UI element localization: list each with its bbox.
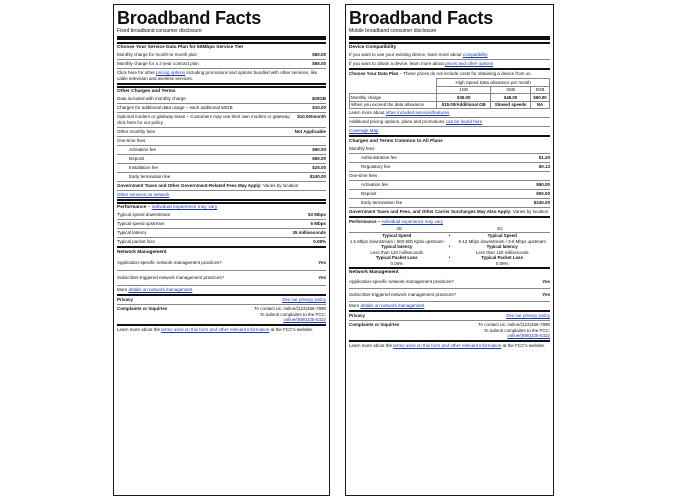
- mobile-net-header: Network Management: [349, 267, 550, 276]
- mobile-network-tabs: [349, 226, 550, 233]
- table-col-header: 5GB: [531, 86, 550, 94]
- network-management-link[interactable]: details on network management: [128, 287, 193, 292]
- fixed-onetime-row: Deposit $50.00: [117, 155, 326, 164]
- fixed-privacy-row: Privacy See our privacy policy: [117, 296, 326, 305]
- mobile-privacy-row: Privacy See our privacy policy: [349, 312, 550, 321]
- mobile-perf-header: Performance – individual experience may vary: [349, 219, 444, 224]
- fixed-perf-row: Typical packet loss 0.08%: [117, 238, 326, 248]
- fixed-plan-row: Monthly charge for month-to-month plan $60.00: [117, 51, 326, 60]
- pricing-found-here-link[interactable]: can be found here: [445, 119, 483, 124]
- mobile-monthly-row: Regulatory fee $0.13: [349, 163, 550, 172]
- mobile-subtitle: Mobile broadband consumer disclosure: [349, 28, 550, 40]
- fixed-other-row: Optional modem or gateway lease – Customers may use their own modem or gateway; click here for our policy $10.00/month: [117, 113, 326, 128]
- mobile-onetime-row: Activation fee $50.00: [349, 181, 550, 190]
- coverage-map-link[interactable]: Coverage Map: [349, 128, 379, 133]
- mobile-footer: Learn more about the terms used on this form and other relevant information at the FCC's website.: [349, 342, 546, 348]
- mobile-monthly-row: Administrative fee $1.20: [349, 154, 550, 163]
- mobile-complaints: Complaints or Inquiries To contact us: online/(123)456-7890 To submit complaints to the FCC: online/(888)225-5322: [349, 321, 550, 342]
- included-services-link[interactable]: other included services/features: [385, 110, 450, 115]
- network-management-link[interactable]: details on network management: [360, 303, 425, 308]
- fixed-other-row: Data included with monthly charge 300GB: [117, 95, 326, 104]
- fcc-terms-link[interactable]: terms used on this form and other relevant information: [161, 326, 270, 332]
- fixed-onetime-row: Early termination fee $240.00: [117, 173, 326, 182]
- tab-3g[interactable]: 3G: [396, 226, 403, 231]
- fixed-footer: Learn more about the terms used on this form and other relevant information at the FCC's website.: [117, 326, 314, 332]
- pricing-options-link[interactable]: pricing options: [156, 70, 186, 75]
- individual-experience-link[interactable]: individual experience may vary: [381, 219, 444, 224]
- fixed-perf-row: Typical speed downstream 53 Mbps: [117, 211, 326, 220]
- fixed-other-row: Other monthly fees Not Applicable: [117, 128, 326, 137]
- fixed-onetime-label: One-time fees: [117, 137, 326, 146]
- fixed-plan-header: Choose Your Service Data Plan for 50Mbps Service Tier: [117, 42, 326, 51]
- fixed-gov-link-row: [117, 191, 326, 201]
- mobile-charges-header: Charges and Terms Common to All Plans: [349, 139, 443, 144]
- bullet-icon: •: [448, 255, 451, 260]
- tab-4g[interactable]: 4G: [496, 226, 503, 231]
- fixed-gov-fees: Government Taxes and Other Government-Related Fees May Apply: Varies by location: [117, 182, 326, 191]
- fixed-onetime-row: Activation fee $50.00: [117, 146, 326, 155]
- mobile-plan-table: [349, 78, 550, 109]
- fixed-plan-row: Monthly charge for a 2 year contract plan $55.00: [117, 60, 326, 69]
- fcc-terms-link[interactable]: terms used on this form and other relevant information: [393, 342, 502, 348]
- bullet-icon: •: [448, 244, 451, 249]
- individual-experience-link[interactable]: individual experience may vary: [151, 205, 218, 210]
- mobile-net-more: More details on network management: [349, 302, 550, 312]
- mobile-gov-fees: Government Taxes and Fees, and Other Carrier Surcharges May Also Apply: Varies by location: [349, 208, 550, 218]
- fixed-broadband-label: [113, 4, 330, 496]
- mobile-broadband-label: [345, 4, 554, 496]
- fixed-net-more: More details on network management: [117, 286, 326, 296]
- bullet-icon: •: [448, 233, 451, 238]
- mobile-onetime-row: Early termination fee $240.00: [349, 199, 550, 208]
- fcc-complaints-link[interactable]: online/(888)225-5322: [283, 317, 326, 322]
- other-services-link[interactable]: Other services on network: [117, 192, 170, 197]
- privacy-policy-link[interactable]: See our privacy policy: [281, 297, 326, 302]
- mobile-monthly-label: Monthly fees: [349, 145, 550, 154]
- fixed-title: Broadband Facts: [117, 8, 262, 28]
- fixed-perf-header: Performance – individual experience may vary: [117, 202, 326, 211]
- fixed-perf-row: Typical speed upstream 6 Mbps: [117, 220, 326, 229]
- mobile-compat-line: If you want to obtain a device, learn more about prices and other options: [349, 60, 550, 70]
- fixed-perf-row: Typical latency 35 milliseconds: [117, 229, 326, 238]
- mobile-speed-grid: Typical Speed 1.5 Mbps downstream / 600-800 Kpbs upstream Typical latency Less than 120 milliseconds Typical Packet Loss 0.08% • • • Typical Speed 6-12 Mbps downstream / 3-6 Mbps upstream Typical latency Less than 120 milliseconds Typical Packet Loss 0.08%: [349, 233, 546, 266]
- compatibility-link[interactable]: compatibility: [462, 52, 488, 57]
- fixed-other-row: Charges for additional data usage – each additional 50GB $10.00: [117, 104, 326, 113]
- table-row: Monthly charge $35.00 $45.00 $60.00: [350, 94, 550, 102]
- fixed-net-row: Application-specific network management practices? Yes: [117, 256, 326, 271]
- mobile-net-row: Subscriber-triggered network management practices? Yes: [349, 289, 550, 302]
- fixed-other-header: Other Charges and Terms: [117, 86, 326, 95]
- fixed-onetime-row: Installation fee $25.00: [117, 164, 326, 173]
- fixed-plan-note: Click here for other pricing options including promotions and options bundled with other services, like cable television and wireless services.: [117, 69, 326, 85]
- fixed-complaints: Complaints or Inquiries To contact us: online/(123)456-7890 To submit complaints to the FCC: online/(888)225-5322: [117, 305, 326, 326]
- mobile-onetime-label: One-time fees: [349, 172, 550, 181]
- mobile-net-row: Application-specific network management practices? Yes: [349, 276, 550, 289]
- fixed-subtitle: Fixed broadband consumer disclosure: [117, 28, 326, 40]
- mobile-plan-header: Choose Your Data Plan – These prices do not include costs for obtaining a device from us.: [349, 71, 532, 76]
- mobile-compat-line: If you want to use your existing device, learn more about compatibility: [349, 51, 550, 60]
- table-col-header: 1GB: [437, 86, 491, 94]
- mobile-pricing-line: Additional pricing options, plans and promotions can be found here: [349, 118, 550, 127]
- table-caption: High Speed Data allowance per month: [437, 79, 550, 87]
- fixed-net-row: Subscriber-triggered network management practices? Yes: [117, 271, 326, 286]
- mobile-onetime-row: Deposit $50.00: [349, 190, 550, 199]
- table-col-header: 3GB: [491, 86, 531, 94]
- mobile-coverage-line: [349, 127, 550, 137]
- prices-options-link[interactable]: prices and other options: [445, 61, 494, 66]
- fcc-complaints-link[interactable]: online/(888)225-5322: [507, 333, 550, 338]
- mobile-services-line: Learn more about other included services/features: [349, 109, 550, 118]
- fixed-net-header: Network Management: [117, 250, 167, 255]
- table-row: When you exceed the data allowance $15.00/Additional GB Slowed speeds NA: [350, 101, 550, 109]
- mobile-title: Broadband Facts: [349, 8, 494, 28]
- mobile-compat-header: Device Compatibility: [349, 42, 550, 51]
- privacy-policy-link[interactable]: See our privacy policy: [505, 313, 550, 318]
